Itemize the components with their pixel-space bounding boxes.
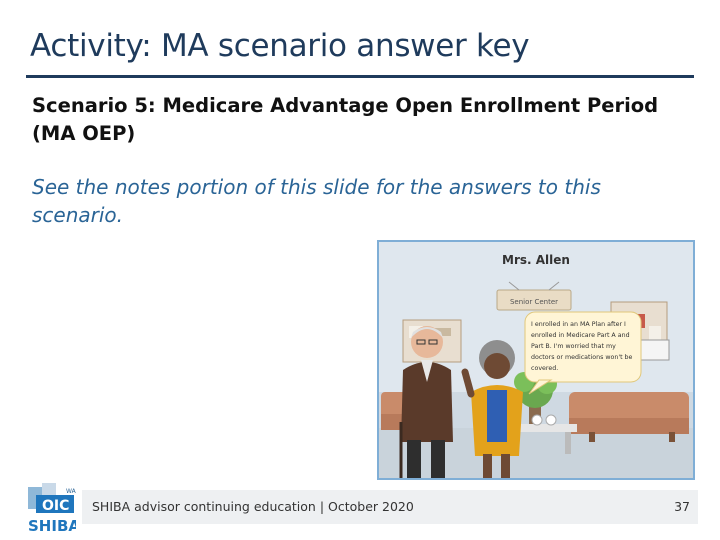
- senior-center-sign: Senior Center: [509, 298, 559, 306]
- scenario-illustration: [377, 240, 695, 480]
- illustration-heading: Mrs. Allen: [502, 253, 570, 267]
- speech-line: I enrolled in an MA Plan after I: [531, 321, 626, 328]
- speech-line: Part B. I'm worried that my: [531, 343, 616, 350]
- footer-text: SHIBA advisor continuing education | October 2020: [92, 499, 414, 514]
- shiba-logo: [28, 483, 76, 535]
- scenario-heading: Scenario 5: Medicare Advantage Open Enrollment Period (MA OEP): [32, 94, 659, 145]
- logo-oic: OIC: [42, 498, 70, 514]
- title-divider: [26, 75, 694, 78]
- speech-line: doctors or medications won't be: [531, 354, 633, 361]
- notes-instruction: See the notes portion of this slide for the answers to this scenario.: [32, 175, 601, 227]
- page-number: 37: [674, 499, 690, 514]
- slide-title: Activity: MA scenario answer key: [30, 28, 530, 64]
- mrs-allen-illustration: [379, 242, 693, 478]
- speech-line: enrolled in Medicare Part A and: [531, 332, 630, 339]
- speech-line: covered.: [531, 365, 559, 372]
- logo-shiba: SHIBA: [28, 517, 76, 535]
- logo-wa: WA: [66, 488, 76, 495]
- footer-bar: [82, 490, 698, 524]
